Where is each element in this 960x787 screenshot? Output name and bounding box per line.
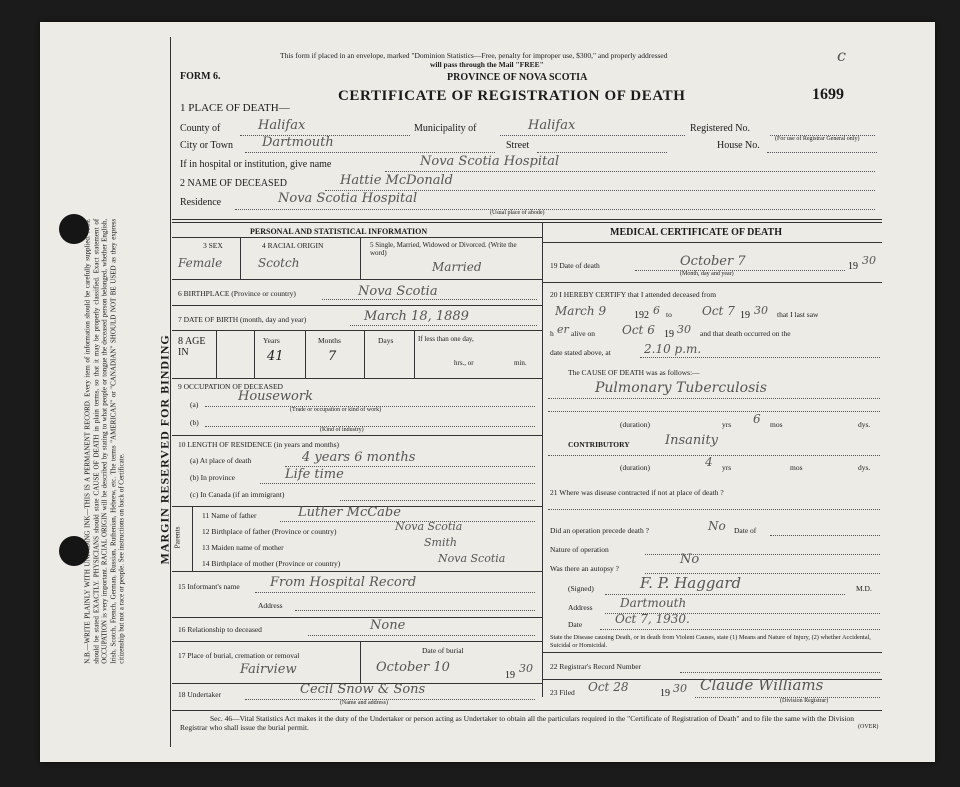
certify-text: 20 I HEREBY CERTIFY that I attended deceased from: [550, 290, 717, 299]
dob-value: March 18, 1889: [364, 309, 469, 324]
margin-instructions: N.B.—WRITE PLAINLY WITH UNFADING INK—THIS IS A PERMANENT RECORD. Every item of information should be carefully supplied. AGE should be stated EXACTLY. PHYSICIANS should state CAUSE OF DEATH in plain terms, so that it may be properly classified. Exact statement of OCCUPATION is very important. RACIAL ORIGIN will be described by stating to what people or tongue the deceased person belonged, whether English, Irish, Scotch, French, German, Russian, Ruthenian, Hebrew, etc. The terms "AMERICAN" or "CANADIAN" SHOULD NOT BE USED as they express citizenship but not a race or people. See instructions on back of Certificate.: [83, 218, 126, 664]
res-a-label: (a) At place of death: [190, 456, 252, 465]
city-label: City or Town: [180, 140, 234, 151]
mother-label: 13 Maiden name of mother: [202, 543, 284, 552]
years-label: Years: [263, 336, 280, 345]
death-time: 2.10 p.m.: [644, 342, 702, 356]
filed-date: Oct 28: [588, 680, 629, 694]
death-date-line: [635, 270, 845, 271]
burial-year: 30: [519, 662, 533, 675]
dys2-label: dys.: [858, 463, 871, 472]
residence-line: [235, 209, 875, 210]
row-line: [172, 330, 542, 331]
father-bp-value: Nova Scotia: [395, 520, 463, 533]
filed-label: 23 Filed: [550, 688, 575, 697]
row-line: [542, 242, 882, 243]
county-label: County of: [180, 123, 221, 134]
burial-label: 17 Place of burial, cremation or removal: [178, 651, 300, 660]
res-c-label: (c) In Canada (if an immigrant): [190, 490, 285, 499]
burial-date-value: October 10: [376, 660, 450, 675]
relationship-value: None: [370, 618, 406, 633]
marital-label: 5 Single, Married, Widowed or Divorced. (Write the word): [370, 241, 517, 257]
signed-line: [605, 594, 845, 595]
hospital-line: [385, 171, 875, 172]
row-line: [542, 282, 882, 283]
date-stated-text: date stated above, at: [550, 348, 611, 357]
racial-value: Scotch: [258, 256, 300, 270]
to-year-prefix: 19: [740, 310, 750, 321]
dys-label: dys.: [858, 420, 871, 429]
contributory-label: CONTRIBUTORY: [568, 440, 630, 449]
filed-year: 30: [673, 682, 687, 695]
dob-line: [350, 325, 537, 326]
to-date: Oct 7: [702, 304, 735, 318]
street-line: [537, 152, 667, 153]
last-saw-text: that I last saw: [777, 310, 819, 319]
father-bp-label: 12 Birthplace of father (Province or country): [202, 527, 337, 536]
row-line: [172, 378, 542, 379]
father-value: Luther McCabe: [298, 505, 401, 520]
physician-address: Dartmouth: [620, 596, 687, 610]
cell-line: [360, 237, 361, 279]
age-label: 8 AGE IN: [178, 336, 206, 358]
physician-address-label: Address: [568, 603, 593, 612]
cell-line: [216, 330, 217, 378]
informant-label: 15 Informant's name: [178, 582, 240, 591]
death-date-note: (Month, day and year): [680, 271, 734, 277]
res-b-label: (b) In province: [190, 473, 235, 482]
deceased-name-value: Hattie McDonald: [340, 173, 453, 188]
registrar-signature: Claude Williams: [700, 676, 824, 694]
occ-a-note: (Trade or occupation or kind of work): [290, 407, 382, 413]
undertaker-label: 18 Undertaker: [178, 690, 222, 699]
divider: [172, 222, 882, 223]
registrar-note: (Division Registrar): [780, 698, 829, 704]
occ-a-label: (a): [190, 400, 199, 409]
death-year-prefix: 19: [848, 261, 858, 272]
informant-address-line: [295, 610, 535, 611]
alive-year: 30: [677, 323, 691, 336]
undertaker-value: Cecil Snow & Sons: [300, 682, 426, 697]
cell-line: [305, 330, 306, 378]
violent-note: State the Disease causing Death, or in death from Violent Causes, state (1) Means and Nature of Injury, (2) whether Accidental, Suicidal or Homicidal.: [550, 634, 871, 649]
yrs2-label: yrs: [722, 463, 732, 472]
duration2-yrs: 4: [705, 455, 713, 469]
sex-value: Female: [178, 256, 223, 270]
death-year: 30: [862, 254, 876, 267]
margin-heading: MARGIN RESERVED FOR BINDING: [157, 334, 172, 565]
form-number: FORM 6.: [180, 71, 221, 82]
house-line: [767, 152, 877, 153]
parents-label: Parents: [172, 526, 182, 549]
footer-rule: [172, 710, 882, 711]
row-line: [172, 237, 542, 238]
undertaker-line: [245, 699, 535, 700]
notice-line1: This form if placed in an envelope, marked "Dominion Statistics—Free, penalty for improper use, $300," and properly addressed: [280, 51, 668, 60]
cert-date-label: Date: [568, 620, 583, 629]
months-label: Months: [318, 336, 341, 345]
occ-b-line: [205, 426, 535, 427]
personal-heading: PERSONAL AND STATISTICAL INFORMATION: [250, 227, 428, 236]
registered-note: (For use of Registrar General only): [775, 136, 860, 142]
county-value: Halifax: [258, 118, 306, 133]
cell-line: [364, 330, 365, 378]
yrs-label: yrs: [722, 420, 732, 429]
row-line: [172, 435, 542, 436]
birthplace-label: 6 BIRTHPLACE (Province or country): [178, 289, 296, 298]
days-label: Days: [378, 336, 394, 345]
res-c-line: [340, 500, 535, 501]
hospital-label: If in hospital or institution, give name: [180, 159, 332, 170]
cell-line: [192, 506, 193, 571]
from-year: 6: [653, 304, 660, 317]
to-label: to: [666, 310, 672, 319]
municipality-value: Halifax: [528, 118, 576, 133]
birthplace-line: [322, 299, 537, 300]
father-label: 11 Name of father: [202, 511, 257, 520]
operation-label: Did an operation precede death ?: [550, 526, 649, 535]
time-line: [640, 357, 880, 358]
street-label: Street: [506, 140, 530, 151]
duration2-label: (duration): [620, 463, 650, 472]
province: PROVINCE OF NOVA SCOTIA: [447, 72, 588, 83]
operation-value: No: [708, 519, 726, 533]
deceased-name-label: 2 NAME OF DECEASED: [180, 178, 287, 189]
cert-date-line: [600, 629, 880, 630]
from-year-prefix: 192: [634, 310, 649, 321]
cell-line: [360, 641, 361, 683]
alive-pronoun: er: [557, 323, 569, 336]
physician-signature: F. P. Haggard: [640, 574, 742, 592]
row-line: [172, 571, 542, 572]
medical-heading: MEDICAL CERTIFICATE OF DEATH: [610, 227, 782, 238]
op-date-label: Date of: [734, 526, 757, 535]
residence-note: (Usual place of abode): [490, 210, 545, 216]
from-date: March 9: [555, 304, 607, 318]
years-value: 41: [267, 349, 284, 364]
occupation-label: 9 OCCUPATION OF DECEASED: [178, 382, 283, 391]
md-label: M.D.: [856, 584, 872, 593]
contracted-line: [548, 509, 880, 510]
registrar-record-line: [680, 672, 880, 673]
filed-year-prefix: 19: [660, 688, 670, 699]
row-line: [172, 617, 542, 618]
signed-label: (Signed): [568, 584, 594, 593]
res-b-line: [260, 483, 535, 484]
municipality-label: Municipality of: [414, 123, 477, 134]
corner-mark: c: [837, 46, 846, 65]
sex-label: 3 SEX: [203, 241, 223, 250]
alive-prefix: h: [550, 329, 554, 338]
hrs-label: hrs., or: [454, 359, 474, 367]
alive-year-prefix: 19: [664, 329, 674, 340]
footer-text: Sec. 46—Vital Statistics Act makes it the duty of the Undertaker or person acting as Undertaker to obtain all the particulars required in the "Certificate of Registration of Death" and to file the same with the Division Registrar who shall issue the burial permit.: [180, 714, 855, 732]
occurred-text: and that death occurred on the: [700, 329, 791, 338]
relationship-line: [308, 635, 535, 636]
cause-line: [548, 398, 880, 399]
row-line: [172, 305, 542, 306]
contracted-label: 21 Where was disease contracted if not at place of death ?: [550, 488, 724, 497]
cell-line: [240, 237, 241, 279]
cause-line2: [548, 411, 880, 412]
mos2-label: mos: [790, 463, 803, 472]
frame-left: [170, 37, 171, 747]
alive-date: Oct 6: [622, 323, 655, 337]
over-label: (OVER): [858, 724, 879, 730]
house-label: House No.: [717, 140, 760, 151]
mos-label: mos: [770, 420, 783, 429]
marital-value: Married: [432, 260, 482, 274]
hospital-value: Nova Scotia Hospital: [420, 154, 560, 169]
cell-line: [254, 330, 255, 378]
place-section: 1 PLACE OF DEATH—: [180, 102, 290, 114]
dob-label: 7 DATE OF BIRTH (month, day and year): [178, 315, 307, 324]
contributory-line: [548, 455, 880, 456]
row-line: [172, 641, 542, 642]
duration1-label: (duration): [620, 420, 650, 429]
cert-date: Oct 7, 1930.: [615, 612, 690, 626]
relationship-label: 16 Relationship to deceased: [178, 625, 262, 634]
residence-length-label: 10 LENGTH OF RESIDENCE (in years and months): [178, 440, 340, 449]
city-value: Dartmouth: [262, 135, 334, 150]
death-date-label: 19 Date of death: [550, 261, 600, 270]
municipality-line: [500, 135, 685, 136]
certificate-number: 1699: [812, 86, 844, 103]
to-year: 30: [754, 304, 768, 317]
residence-value: Nova Scotia Hospital: [278, 191, 418, 206]
notice-line2: will pass through the Mail "FREE": [430, 60, 544, 69]
certificate-paper: [40, 22, 935, 762]
city-line: [245, 152, 495, 153]
birthplace-value: Nova Scotia: [358, 284, 438, 299]
less-day-label: If less than one day,: [418, 335, 474, 343]
registered-label: Registered No.: [690, 123, 750, 134]
row-line: [172, 279, 542, 280]
nature-label: Nature of operation: [550, 545, 609, 554]
burial-value: Fairview: [240, 662, 297, 677]
row-line: [542, 652, 882, 653]
occupation-value: Housework: [238, 389, 313, 404]
death-date-value: October 7: [680, 254, 746, 269]
mother-bp-value: Nova Scotia: [438, 552, 506, 565]
informant-address-label: Address: [258, 601, 283, 610]
res-b-value: Life time: [285, 467, 344, 482]
registrar-record-label: 22 Registrar's Record Number: [550, 662, 642, 671]
cause-value: Pulmonary Tuberculosis: [595, 380, 767, 396]
months-value: 7: [328, 349, 337, 364]
occ-b-label: (b): [190, 418, 199, 427]
alive-text: alive on: [571, 329, 595, 338]
document-title: CERTIFICATE OF REGISTRATION OF DEATH: [338, 88, 686, 104]
divider: [172, 219, 882, 220]
informant-value: From Hospital Record: [270, 575, 417, 590]
informant-line: [255, 592, 535, 593]
occ-b-note: (Kind of industry): [320, 427, 364, 433]
burial-date-label: Date of burial: [422, 646, 464, 655]
burial-year-prefix: 19: [505, 670, 515, 681]
racial-label: 4 RACIAL ORIGIN: [262, 241, 324, 250]
res-a-value: 4 years 6 months: [302, 450, 416, 465]
cause-label: The CAUSE OF DEATH was as follows:—: [568, 368, 700, 377]
duration1-mos: 6: [753, 412, 761, 426]
contributory-value: Insanity: [665, 433, 719, 448]
column-divider: [542, 222, 543, 697]
autopsy-label: Was there an autopsy ?: [550, 564, 619, 573]
op-date-line: [770, 535, 880, 536]
autopsy-value: No: [680, 552, 700, 567]
residence-label: Residence: [180, 197, 222, 208]
mother-bp-label: 14 Birthplace of mother (Province or country): [202, 559, 341, 568]
undertaker-note: (Name and address): [340, 700, 388, 706]
cell-line: [414, 330, 415, 378]
min-label: min.: [514, 359, 527, 367]
mother-value: Smith: [424, 536, 457, 549]
